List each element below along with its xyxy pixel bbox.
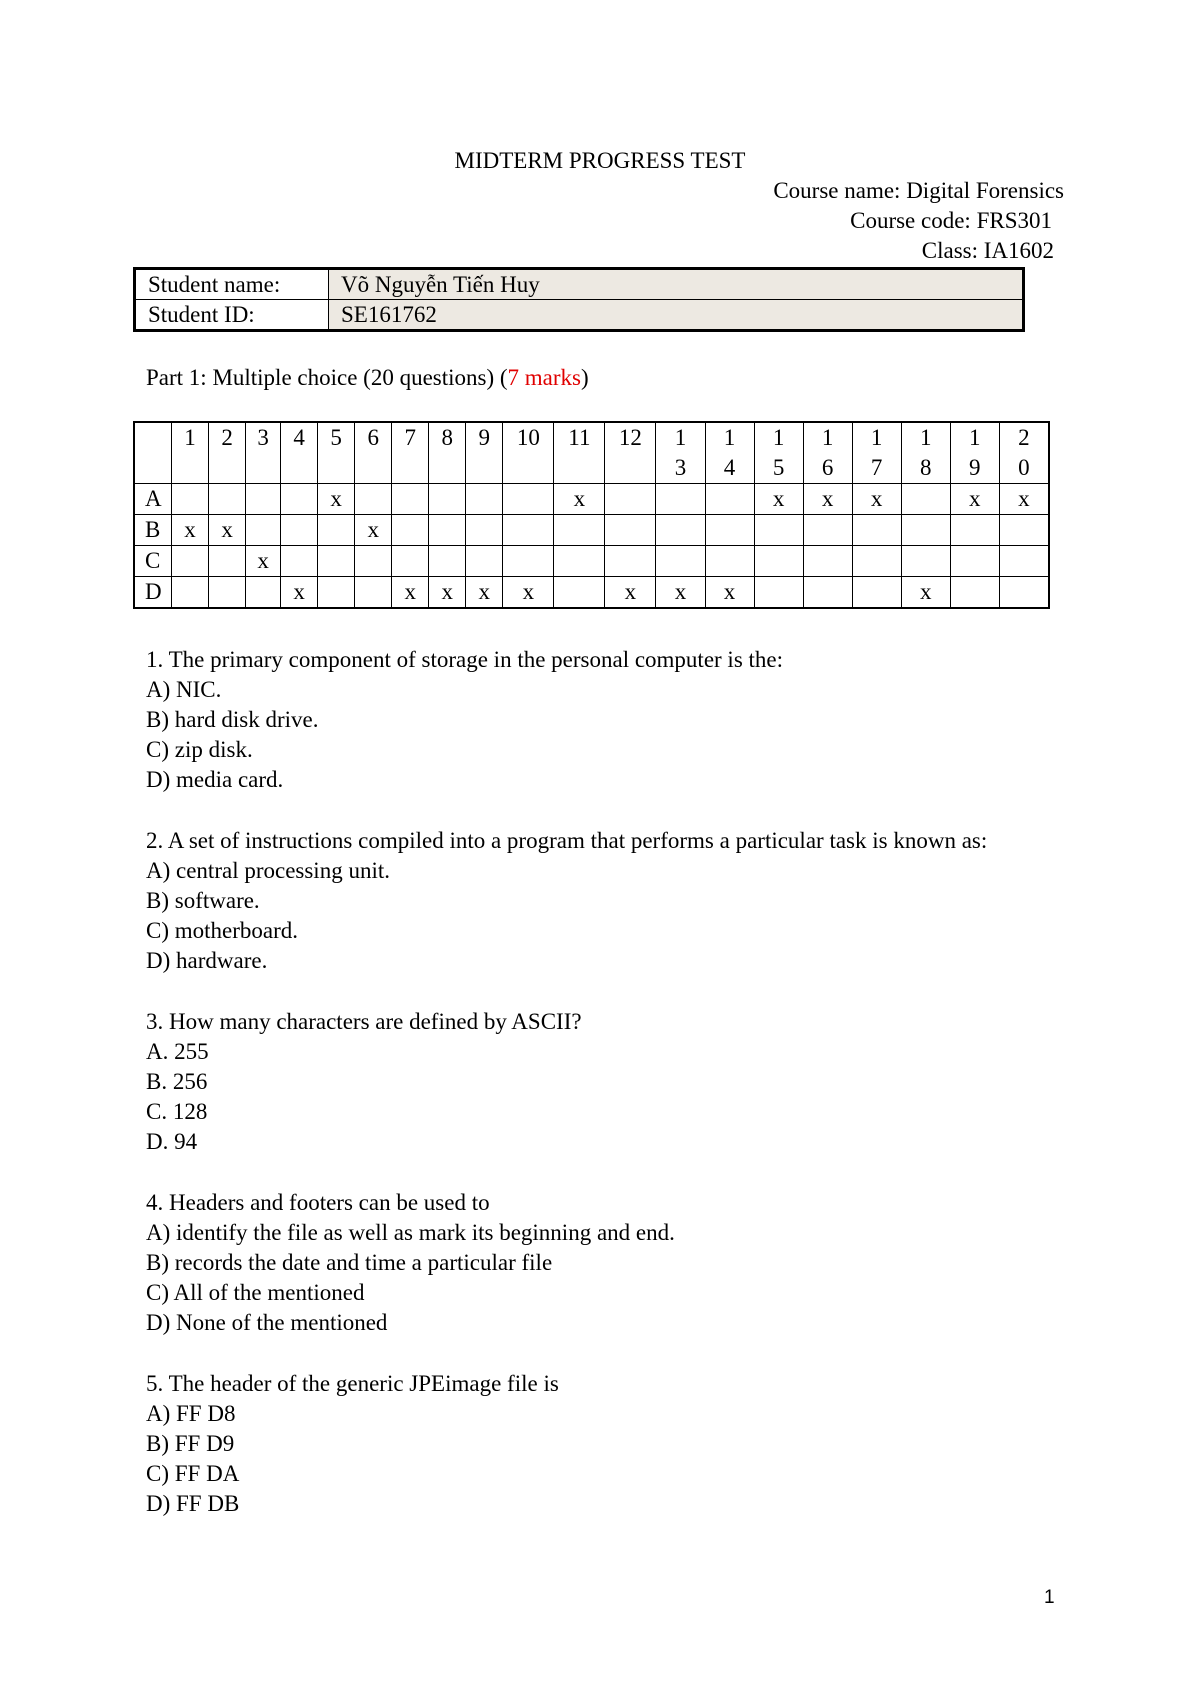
- answer-grid-column-header: 1 9: [950, 422, 999, 484]
- answer-grid-cell: x: [355, 515, 392, 546]
- question-block: [146, 1188, 1061, 1338]
- class-name: Class: IA1602: [921, 238, 1054, 263]
- answer-grid-cell: x: [999, 484, 1049, 515]
- course-name: Course name: Digital Forensics: [773, 178, 1064, 203]
- question-option: B) hard disk drive.: [146, 707, 319, 732]
- answer-grid-corner-cell: [134, 422, 172, 484]
- answer-grid-cell: [392, 484, 429, 515]
- question-option: D) hardware.: [146, 948, 268, 973]
- answer-grid-column-header: 2: [209, 422, 246, 484]
- question-option: B) software.: [146, 888, 260, 913]
- question-block: [146, 1007, 1061, 1157]
- answer-grid-cell: x: [852, 484, 901, 515]
- answer-grid-cell: x: [754, 484, 803, 515]
- answer-grid-cell: [172, 546, 209, 577]
- answer-grid-cell: [656, 484, 705, 515]
- answer-grid-cell: [705, 484, 754, 515]
- answer-grid-cell: [209, 577, 246, 609]
- answer-grid-cell: [392, 515, 429, 546]
- question-stem: 4. Headers and footers can be used to: [146, 1190, 490, 1215]
- answer-grid-column-header: 1: [172, 422, 209, 484]
- answer-grid-cell: [355, 484, 392, 515]
- answer-grid-cell: [901, 484, 950, 515]
- answer-grid-column-header: 1 7: [852, 422, 901, 484]
- question-option: A) central processing unit.: [146, 858, 390, 883]
- answer-grid-cell: [503, 546, 554, 577]
- answer-grid-cell: [803, 546, 852, 577]
- answer-grid-cell: [803, 515, 852, 546]
- answer-grid-cell: [429, 515, 466, 546]
- answer-grid-cell: x: [803, 484, 852, 515]
- answer-grid-cell: x: [318, 484, 355, 515]
- answer-grid-cell: [605, 484, 656, 515]
- question-option: A) FF D8: [146, 1401, 236, 1426]
- answer-grid-cell: [554, 546, 605, 577]
- student-id-label: Student ID:: [135, 300, 329, 331]
- answer-grid-cell: [852, 546, 901, 577]
- answer-grid-row-label: C: [134, 546, 172, 577]
- answer-grid-cell: [172, 577, 209, 609]
- student-id-row: [135, 300, 1024, 331]
- answer-grid-cell: [281, 515, 318, 546]
- question-option: D) media card.: [146, 767, 284, 792]
- student-info-table: [133, 267, 1025, 332]
- answer-grid-cell: [656, 546, 705, 577]
- answer-grid-column-header: 7: [392, 422, 429, 484]
- answer-grid-cell: [355, 577, 392, 609]
- answer-grid-column-header: 11: [554, 422, 605, 484]
- answer-grid-cell: [950, 577, 999, 609]
- answer-grid-cell: [392, 546, 429, 577]
- answer-grid-cell: [466, 546, 503, 577]
- question-option: C. 128: [146, 1099, 208, 1124]
- answer-grid-column-header: 1 6: [803, 422, 852, 484]
- answer-grid-cell: [999, 515, 1049, 546]
- answer-grid-row: [134, 484, 1049, 515]
- answer-grid-cell: [172, 484, 209, 515]
- answer-grid-cell: x: [466, 577, 503, 609]
- part1-prefix: Part 1: Multiple choice (20 questions) (: [146, 365, 508, 390]
- question-option: C) All of the mentioned: [146, 1280, 365, 1305]
- answer-grid-row-label: D: [134, 577, 172, 609]
- answer-grid-cell: [355, 546, 392, 577]
- student-name-label: Student name:: [135, 269, 329, 300]
- answer-grid-cell: [999, 546, 1049, 577]
- answer-grid-cell: x: [554, 484, 605, 515]
- answer-grid-column-header: 1 8: [901, 422, 950, 484]
- question-option: D. 94: [146, 1129, 198, 1154]
- answer-grid-cell: x: [705, 577, 754, 609]
- answer-grid-cell: [466, 484, 503, 515]
- question-option: C) FF DA: [146, 1461, 240, 1486]
- answer-grid-row: [134, 515, 1049, 546]
- answer-grid-cell: [209, 484, 246, 515]
- answer-grid-row: [134, 546, 1049, 577]
- answer-grid-cell: [803, 577, 852, 609]
- answer-grid-cell: [554, 577, 605, 609]
- course-code: Course code: FRS301: [850, 208, 1052, 233]
- answer-grid-cell: x: [950, 484, 999, 515]
- answer-grid-cell: x: [429, 577, 466, 609]
- answer-grid-column-header: 1 4: [705, 422, 754, 484]
- answer-grid-cell: [605, 546, 656, 577]
- answer-grid-cell: [605, 515, 656, 546]
- answer-grid-cell: [554, 515, 605, 546]
- answer-grid-cell: [705, 546, 754, 577]
- answer-grid-cell: x: [503, 577, 554, 609]
- answer-grid-row-label: A: [134, 484, 172, 515]
- answer-grid-column-header: 9: [466, 422, 503, 484]
- question-option: B. 256: [146, 1069, 208, 1094]
- answer-grid-cell: [503, 515, 554, 546]
- student-id-value: SE161762: [329, 300, 1024, 331]
- answer-grid-column-header: 2 0: [999, 422, 1049, 484]
- question-stem: 3. How many characters are defined by ASCII?: [146, 1009, 582, 1034]
- answer-grid-cell: [429, 484, 466, 515]
- answer-grid-cell: [656, 515, 705, 546]
- question-option: B) FF D9: [146, 1431, 235, 1456]
- question-block: [146, 645, 1061, 795]
- answer-grid-cell: [466, 515, 503, 546]
- part1-marks: 7 marks: [507, 365, 582, 390]
- answer-grid-cell: [281, 484, 318, 515]
- answer-grid-cell: [281, 546, 318, 577]
- answer-grid-header-row: [134, 422, 1049, 484]
- answer-grid-cell: [852, 515, 901, 546]
- question-option: C) motherboard.: [146, 918, 299, 943]
- answer-grid-cell: [950, 515, 999, 546]
- answer-grid-cell: x: [901, 577, 950, 609]
- question-option: A) NIC.: [146, 677, 222, 702]
- answer-grid-table: [133, 421, 1050, 609]
- answer-grid-column-header: 6: [355, 422, 392, 484]
- answer-grid-cell: x: [281, 577, 318, 609]
- answer-grid-column-header: 1 3: [656, 422, 705, 484]
- question-option: D) None of the mentioned: [146, 1310, 388, 1335]
- question-option: A. 255: [146, 1039, 209, 1064]
- answer-grid-row: [134, 577, 1049, 609]
- answer-grid-cell: [852, 577, 901, 609]
- answer-grid-cell: [901, 546, 950, 577]
- question-option: C) zip disk.: [146, 737, 253, 762]
- answer-grid-column-header: 3: [246, 422, 281, 484]
- question-option: A) identify the file as well as mark its beginning and end.: [146, 1220, 675, 1245]
- answer-grid-cell: [705, 515, 754, 546]
- answer-grid-row-label: B: [134, 515, 172, 546]
- answer-grid-cell: [503, 484, 554, 515]
- answer-grid-column-header: 4: [281, 422, 318, 484]
- answer-grid-cell: [754, 515, 803, 546]
- page-title: MIDTERM PROGRESS TEST: [454, 148, 746, 173]
- answer-grid-cell: [429, 546, 466, 577]
- answer-grid-cell: [950, 546, 999, 577]
- answer-grid-column-header: 5: [318, 422, 355, 484]
- page-number: 1: [1044, 1587, 1055, 1608]
- part1-heading: [146, 365, 589, 391]
- answer-grid-cell: x: [246, 546, 281, 577]
- answer-grid-cell: [209, 546, 246, 577]
- question-block: [146, 826, 1061, 976]
- answer-grid-cell: [901, 515, 950, 546]
- answer-grid-cell: [318, 515, 355, 546]
- answer-grid-column-header: 8: [429, 422, 466, 484]
- answer-grid-cell: [754, 546, 803, 577]
- answer-grid-cell: [754, 577, 803, 609]
- question-option: B) records the date and time a particular file: [146, 1250, 553, 1275]
- answer-grid-cell: [318, 546, 355, 577]
- part1-suffix: ): [581, 365, 589, 390]
- answer-grid-column-header: 12: [605, 422, 656, 484]
- question-block: [146, 1369, 1061, 1519]
- question-option: D) FF DB: [146, 1491, 240, 1516]
- question-stem: 5. The header of the generic JPEimage file is: [146, 1371, 559, 1396]
- answer-grid-cell: x: [605, 577, 656, 609]
- answer-grid-cell: [318, 577, 355, 609]
- answer-grid-cell: [999, 577, 1049, 609]
- answer-grid-cell: x: [656, 577, 705, 609]
- answer-grid-cell: x: [392, 577, 429, 609]
- questions-list: [146, 645, 1061, 1550]
- student-name-row: [135, 269, 1024, 300]
- answer-grid-cell: [246, 577, 281, 609]
- answer-grid-cell: [246, 484, 281, 515]
- student-name-value: Võ Nguyễn Tiến Huy: [329, 269, 1024, 300]
- answer-grid-cell: x: [172, 515, 209, 546]
- answer-grid-column-header: 10: [503, 422, 554, 484]
- answer-grid-cell: [246, 515, 281, 546]
- answer-grid-cell: x: [209, 515, 246, 546]
- answer-grid-column-header: 1 5: [754, 422, 803, 484]
- question-stem: 1. The primary component of storage in the personal computer is the:: [146, 647, 784, 672]
- question-stem: 2. A set of instructions compiled into a program that performs a particular task is known as:: [146, 828, 988, 853]
